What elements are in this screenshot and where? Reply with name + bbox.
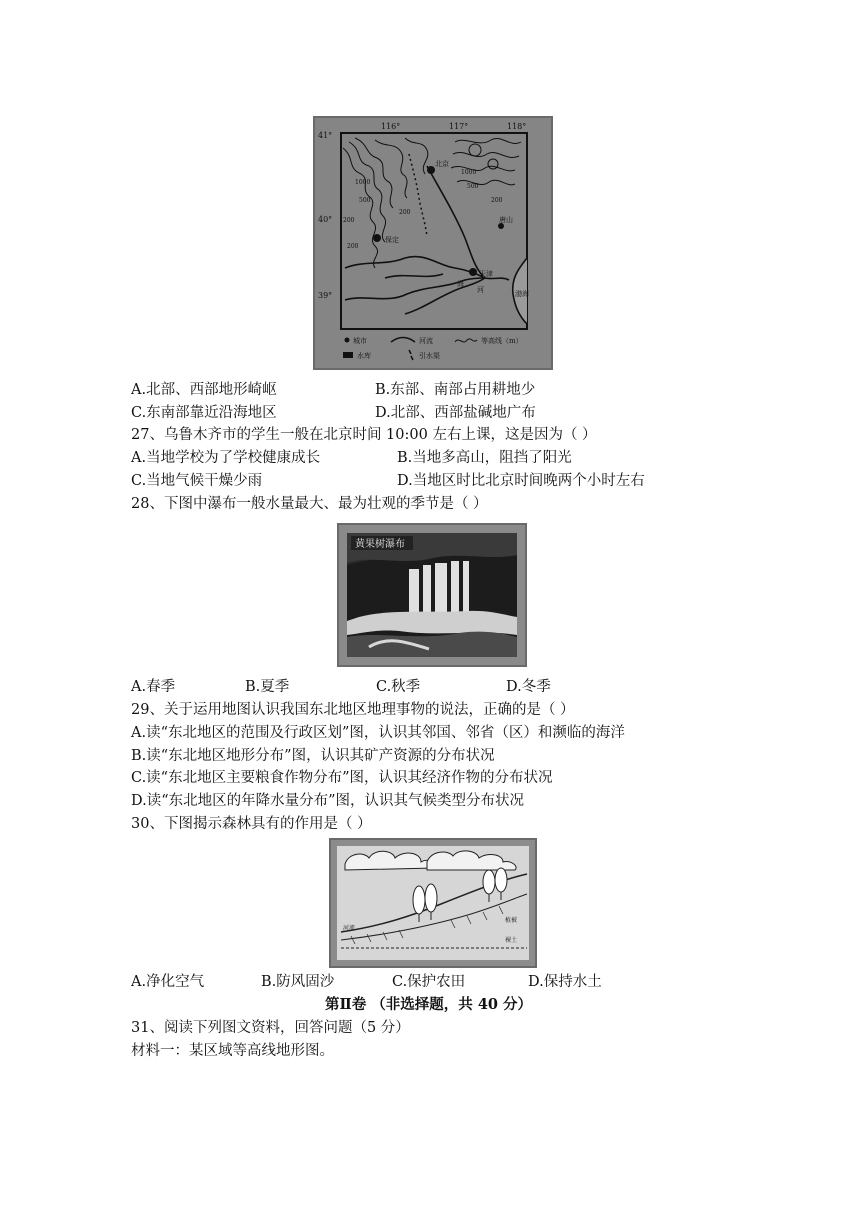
waterfall-svg: [339, 525, 525, 665]
contour-map-svg: [315, 118, 551, 368]
part2-heading: 第Ⅱ卷 （非选择题，共 40 分）: [325, 996, 533, 1013]
q27-stem: 27、乌鲁木齐市的学生一般在北京时间 10:00 左右上课，这是因为（ ）: [131, 427, 597, 443]
q28-option-b: B.夏季: [245, 679, 290, 695]
q30-option-c: C.保护农田: [392, 974, 466, 990]
q28-stem: 28、下图中瀑布一般水量最大、最为壮观的季节是（ ）: [131, 496, 488, 512]
place-label: 保定: [385, 236, 399, 244]
place-label: 渤海: [515, 290, 529, 298]
q30-option-d: D.保持水土: [528, 974, 602, 990]
lat-label: 41°: [318, 131, 333, 140]
q30-option-b: B.防风固沙: [261, 974, 335, 990]
forest-label: 裸土: [505, 937, 518, 944]
lon-label: 117°: [449, 122, 469, 131]
contour-label: 200: [491, 197, 503, 204]
q26-option-b: B.东部、南部占用耕地少: [375, 382, 536, 398]
legend-label: 水库: [357, 352, 371, 360]
lat-label: 39°: [318, 291, 333, 300]
city-marker: [469, 268, 477, 276]
legend-reservoir-symbol: [343, 352, 353, 358]
q29-option-a: A.读“东北地区的范围及行政区划”图，认识其邻国、邻省（区）和濒临的海洋: [131, 725, 625, 741]
q27-option-a: A.当地学校为了学校健康成长: [131, 450, 321, 466]
waterfall-figure: [337, 523, 527, 667]
q30-option-a: A.净化空气: [131, 974, 205, 990]
contour-label: 200: [343, 217, 355, 224]
q28-option-a: A.春季: [131, 679, 176, 695]
q28-option-d: D.冬季: [506, 679, 551, 695]
q27-option-b: B.当地多高山，阻挡了阳光: [397, 450, 572, 466]
q31-material: 材料一：某区域等高线地形图。: [131, 1043, 334, 1059]
contour-label: 500: [359, 197, 371, 204]
q28-option-c: C.秋季: [376, 679, 421, 695]
place-label: 天津: [479, 270, 493, 278]
q26-option-a: A.北部、西部地形崎岖: [131, 382, 277, 398]
place-label: 唐山: [499, 216, 513, 224]
q31-stem: 31、阅读下列图文资料，回答问题（5 分）: [131, 1020, 410, 1036]
forest-figure: [329, 838, 537, 968]
lon-label: 118°: [507, 122, 527, 131]
contour-label: 1000: [355, 179, 371, 186]
q27-option-d: D.当地区时比北京时间晚两个小时左右: [397, 473, 645, 489]
lat-label: 40°: [318, 215, 333, 224]
legend-label: 等高线（m）: [481, 337, 523, 345]
q26-option-c: C.东南部靠近沿海地区: [131, 405, 277, 421]
contour-label: 1000: [461, 169, 477, 176]
q30-stem: 30、下图揭示森林具有的作用是（ ）: [131, 816, 372, 832]
q29-option-b: B.读“东北地区地形分布”图，认识其矿产资源的分布状况: [131, 748, 495, 764]
q26-option-d: D.北部、西部盐碱地广布: [375, 405, 536, 421]
lon-label: 116°: [381, 122, 401, 131]
legend-label: 河流: [419, 337, 433, 345]
city-marker: [373, 234, 381, 242]
q29-option-d: D.读“东北地区的年降水量分布”图，认识其气候类型分布状况: [131, 793, 525, 809]
forest-label: 河流: [343, 925, 356, 932]
river-label: 河: [477, 286, 484, 294]
q29-option-c: C.读“东北地区主要粮食作物分布”图，认识其经济作物的分布状况: [131, 770, 553, 786]
forest-svg: [331, 840, 535, 966]
legend-label: 引水渠: [419, 352, 440, 360]
forest-label: 植被: [505, 917, 518, 924]
q29-stem: 29、关于运用地图认识我国东北地区地理事物的说法，正确的是（ ）: [131, 702, 575, 718]
waterfall-title: 黄果树瀑布: [355, 539, 405, 550]
contour-map-figure: [313, 116, 553, 370]
contour-label: 200: [347, 243, 359, 250]
place-label: 北京: [435, 160, 449, 168]
legend-city-symbol: [345, 338, 350, 343]
river-label: 海: [457, 280, 464, 288]
q27-option-c: C.当地气候干燥少雨: [131, 473, 263, 489]
contour-label: 200: [399, 209, 411, 216]
city-marker: [427, 166, 435, 174]
contour-label: 500: [467, 183, 479, 190]
legend-label: 城市: [353, 337, 367, 345]
